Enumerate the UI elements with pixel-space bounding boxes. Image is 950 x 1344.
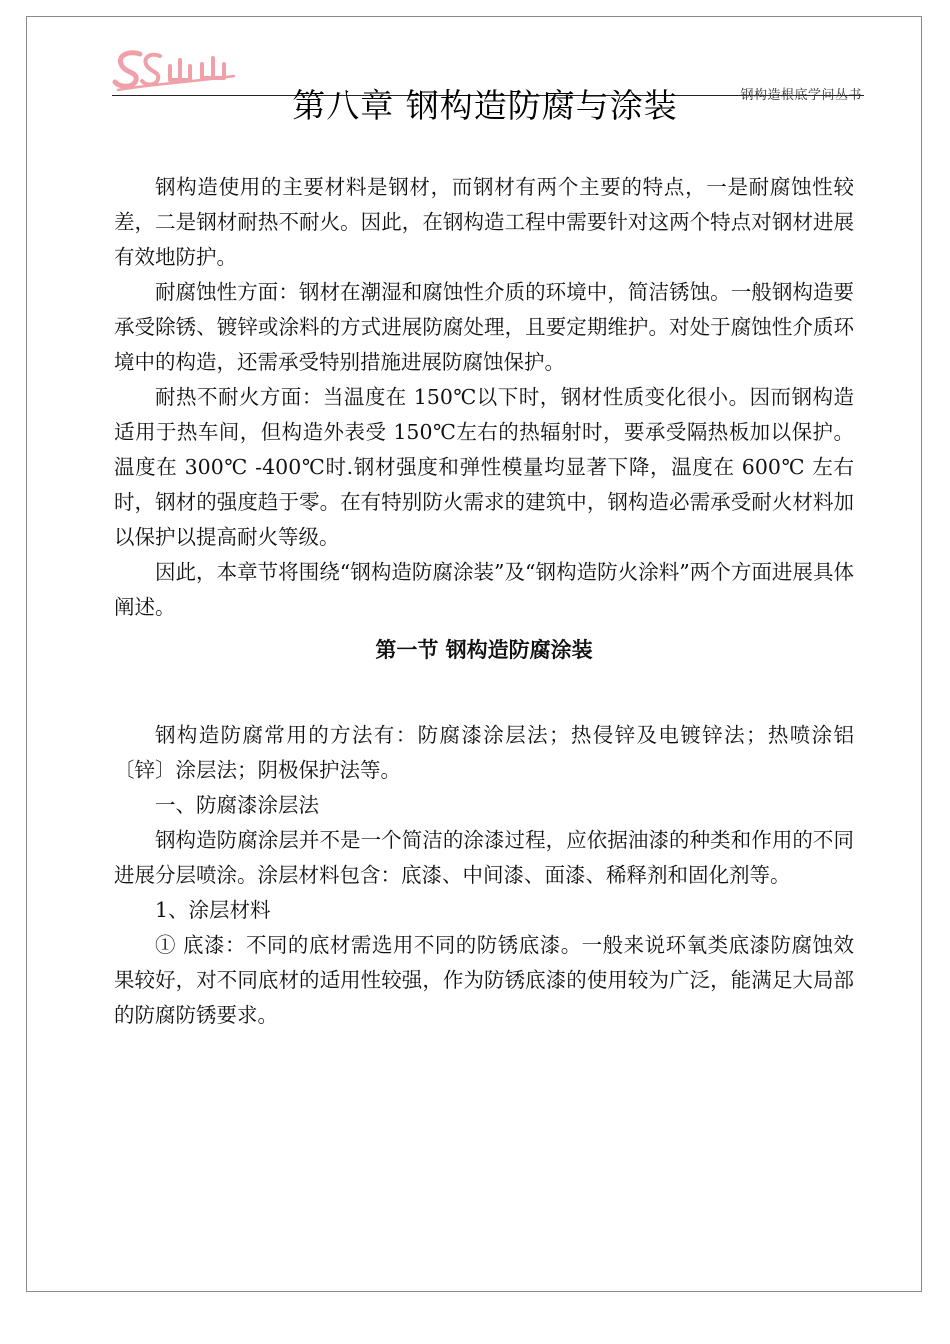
paragraph-intro-1: 钢构造使用的主要材料是钢材，而钢材有两个主要的特点，一是耐腐蚀性较差，二是钢材耐热不耐火。因此，在钢构造工程中需要针对这两个特点对钢材进展有效地防护。 [114,175,854,269]
paragraph-intro-3: 耐热不耐火方面：当温度在 150℃以下时，钢材性质变化很小。因而钢构造适用于热车间，但构造外表受 150℃左右的热辐射时，要承受隔热板加以保护。温度在 300℃ -400℃时.钢材强度和弹性模量均显著下降，温度在 600℃ 左右时，钢材的强度趋于零。在有特别防火需求的建筑中，钢构造必需承受耐火材料加以保护以提高耐火等级。 [114,385,854,549]
series-name: 钢构造根底学问丛书 [740,88,862,103]
chapter-title: 第八章 钢构造防腐与涂装 [292,86,678,125]
paragraph-coating-layers: 钢构造防腐涂层并不是一个简洁的涂漆过程，应依据油漆的种类和作用的不同进展分层喷涂。涂层材料包含：底漆、中间漆、面漆、稀释剂和固化剂等。 [114,828,854,887]
paragraph-methods: 钢构造防腐常用的方法有：防腐漆涂层法；热侵锌及电镀锌法；热喷涂铝〔锌〕涂层法；阴极保护法等。 [114,723,854,782]
paragraph-intro-4: 因此，本章节将围绕“钢构造防腐涂装”及“钢构造防火涂料”两个方面进展具体阐述。 [114,560,854,619]
section-title: 第一节 钢构造防腐涂装 [375,638,593,662]
subheading-coating-materials: 1、涂层材料 [155,898,271,922]
paragraph-primer: ① 底漆：不同的底材需选用不同的防锈底漆。一般来说环氧类底漆防腐蚀效果较好，对不同底材的适用性较强，作为防锈底漆的使用较为广泛，能满足大局部的防腐防锈要求。 [114,933,854,1027]
body-content [114,170,854,1033]
paragraph-intro-2: 耐腐蚀性方面：钢材在潮湿和腐蚀性介质的环境中，简洁锈蚀。一般钢构造要承受除锈、镀锌或涂料的方式进展防腐处理，且要定期维护。对处于腐蚀性介质环境中的构造，还需承受特别措施进展防腐蚀保护。 [114,280,854,374]
subheading-coating-method: 一、防腐漆涂层法 [155,793,319,817]
